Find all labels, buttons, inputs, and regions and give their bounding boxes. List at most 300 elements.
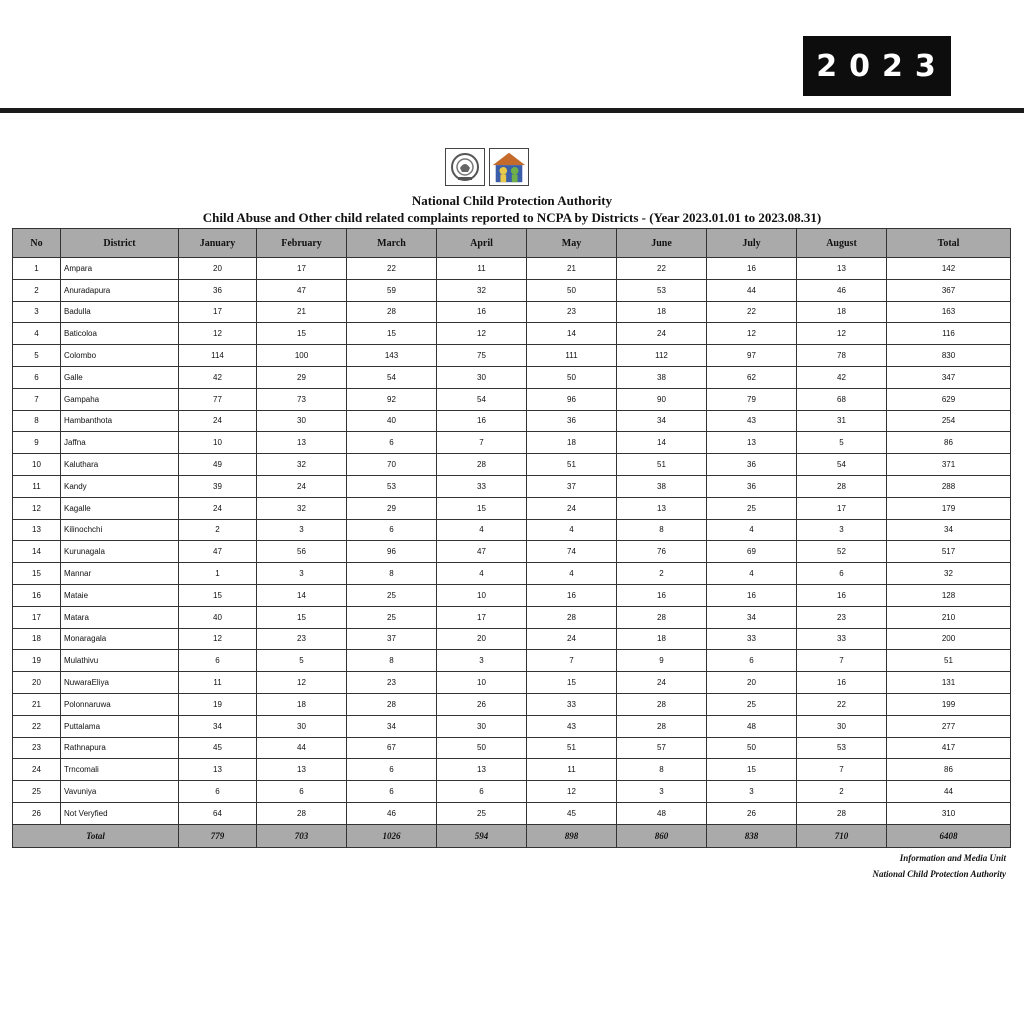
table-cell: 18: [797, 301, 887, 323]
table-cell: 39: [179, 475, 257, 497]
table-cell: 68: [797, 388, 887, 410]
table-cell: 19: [179, 693, 257, 715]
table-cell: 25: [707, 693, 797, 715]
table-cell: 13: [179, 759, 257, 781]
district-cell: Colombo: [61, 345, 179, 367]
table-cell: 30: [257, 410, 347, 432]
table-cell: 86: [887, 432, 1011, 454]
table-row: [13, 650, 1011, 672]
emblem-icon: [445, 148, 485, 186]
table-cell: 18: [13, 628, 61, 650]
total-label: Total: [13, 824, 179, 847]
table-cell: 51: [617, 454, 707, 476]
table-cell: 3: [257, 519, 347, 541]
table-cell: 3: [257, 563, 347, 585]
table-cell: 97: [707, 345, 797, 367]
table-row: [13, 781, 1011, 803]
table-cell: 11: [437, 258, 527, 280]
table-cell: 8: [13, 410, 61, 432]
district-cell: Trncomali: [61, 759, 179, 781]
table-row: [13, 628, 1011, 650]
year-badge: [803, 36, 951, 96]
column-header: Total: [887, 229, 1011, 258]
table-cell: 23: [347, 672, 437, 694]
table-cell: 28: [257, 802, 347, 824]
table-cell: 23: [257, 628, 347, 650]
table-cell: 90: [617, 388, 707, 410]
table-cell: 24: [179, 497, 257, 519]
table-cell: 47: [257, 279, 347, 301]
column-header: July: [707, 229, 797, 258]
table-cell: 12: [257, 672, 347, 694]
table-cell: 56: [257, 541, 347, 563]
table-cell: 288: [887, 475, 1011, 497]
table-cell: 163: [887, 301, 1011, 323]
table-cell: 45: [179, 737, 257, 759]
table-cell: 25: [437, 802, 527, 824]
footer-unit: Information and Media Unit: [899, 853, 1006, 863]
table-row: [13, 759, 1011, 781]
table-cell: 347: [887, 366, 1011, 388]
table-cell: 277: [887, 715, 1011, 737]
table-cell: 371: [887, 454, 1011, 476]
table-row: [13, 410, 1011, 432]
table-cell: 24: [257, 475, 347, 497]
table-cell: 33: [437, 475, 527, 497]
table-cell: 26: [13, 802, 61, 824]
table-cell: 2: [179, 519, 257, 541]
table-cell: 17: [13, 606, 61, 628]
table-cell: 2: [797, 781, 887, 803]
table-cell: 57: [617, 737, 707, 759]
district-cell: Jaffna: [61, 432, 179, 454]
table-cell: 25: [347, 606, 437, 628]
table-cell: 54: [347, 366, 437, 388]
table-cell: 54: [797, 454, 887, 476]
table-cell: 47: [179, 541, 257, 563]
table-cell: 1: [179, 563, 257, 585]
table-cell: 28: [347, 693, 437, 715]
table-cell: 143: [347, 345, 437, 367]
complaints-table: [12, 228, 1011, 848]
district-cell: Hambanthota: [61, 410, 179, 432]
district-cell: Polonnaruwa: [61, 693, 179, 715]
table-cell: 53: [797, 737, 887, 759]
table-cell: 3: [437, 650, 527, 672]
table-cell: 9: [617, 650, 707, 672]
table-cell: 22: [13, 715, 61, 737]
table-cell: 8: [617, 519, 707, 541]
table-cell: 310: [887, 802, 1011, 824]
table-cell: 7: [527, 650, 617, 672]
table-cell: 16: [13, 584, 61, 606]
table-cell: 4: [527, 563, 617, 585]
table-cell: 37: [527, 475, 617, 497]
table-cell: 16: [437, 301, 527, 323]
table-cell: 62: [707, 366, 797, 388]
table-row: [13, 366, 1011, 388]
table-cell: 47: [437, 541, 527, 563]
table-cell: 28: [797, 802, 887, 824]
table-cell: 23: [13, 737, 61, 759]
table-cell: 4: [13, 323, 61, 345]
table-cell: 14: [13, 541, 61, 563]
table-cell: 20: [437, 628, 527, 650]
table-cell: 96: [347, 541, 437, 563]
table-cell: 12: [797, 323, 887, 345]
table-cell: 15: [257, 323, 347, 345]
table-cell: 18: [617, 301, 707, 323]
table-cell: 46: [347, 802, 437, 824]
table-cell: 10: [13, 454, 61, 476]
total-cell: 860: [617, 824, 707, 847]
table-row: [13, 802, 1011, 824]
table-row: [13, 475, 1011, 497]
table-cell: 9: [13, 432, 61, 454]
table-cell: 32: [257, 497, 347, 519]
column-header: April: [437, 229, 527, 258]
footer-org: National Child Protection Authority: [872, 869, 1006, 879]
district-cell: Mataie: [61, 584, 179, 606]
district-cell: Anuradapura: [61, 279, 179, 301]
table-cell: 77: [179, 388, 257, 410]
table-cell: 5: [13, 345, 61, 367]
table-cell: 517: [887, 541, 1011, 563]
ncpa-logo-icon: [489, 148, 529, 186]
table-row: [13, 563, 1011, 585]
table-cell: 6: [257, 781, 347, 803]
table-cell: 22: [347, 258, 437, 280]
table-cell: 33: [797, 628, 887, 650]
table-cell: 17: [179, 301, 257, 323]
table-cell: 11: [13, 475, 61, 497]
table-cell: 16: [527, 584, 617, 606]
table-cell: 96: [527, 388, 617, 410]
table-cell: 33: [707, 628, 797, 650]
table-cell: 53: [617, 279, 707, 301]
table-cell: 28: [527, 606, 617, 628]
column-header: No: [13, 229, 61, 258]
table-cell: 44: [887, 781, 1011, 803]
table-cell: 45: [527, 802, 617, 824]
table-cell: 6: [347, 519, 437, 541]
table-cell: 199: [887, 693, 1011, 715]
district-cell: NuwaraEliya: [61, 672, 179, 694]
table-cell: 367: [887, 279, 1011, 301]
table-cell: 52: [797, 541, 887, 563]
table-cell: 30: [437, 715, 527, 737]
table-cell: 8: [347, 563, 437, 585]
table-cell: 3: [797, 519, 887, 541]
table-cell: 51: [527, 454, 617, 476]
table-cell: 16: [437, 410, 527, 432]
table-cell: 12: [179, 628, 257, 650]
table-cell: 22: [797, 693, 887, 715]
table-cell: 12: [527, 781, 617, 803]
district-cell: Kaluthara: [61, 454, 179, 476]
table-cell: 15: [13, 563, 61, 585]
table-cell: 179: [887, 497, 1011, 519]
table-cell: 4: [437, 519, 527, 541]
table-row: [13, 497, 1011, 519]
table-cell: 32: [887, 563, 1011, 585]
district-cell: Kandy: [61, 475, 179, 497]
table-cell: 6: [437, 781, 527, 803]
table-cell: 44: [707, 279, 797, 301]
table-cell: 24: [617, 672, 707, 694]
table-cell: 254: [887, 410, 1011, 432]
total-cell: 779: [179, 824, 257, 847]
table-cell: 54: [437, 388, 527, 410]
table-row: [13, 432, 1011, 454]
table-cell: 69: [707, 541, 797, 563]
table-cell: 112: [617, 345, 707, 367]
table-cell: 86: [887, 759, 1011, 781]
table-cell: 32: [437, 279, 527, 301]
table-cell: 15: [257, 606, 347, 628]
table-cell: 6: [179, 781, 257, 803]
table-cell: 5: [797, 432, 887, 454]
district-cell: Kurunagala: [61, 541, 179, 563]
table-cell: 417: [887, 737, 1011, 759]
district-cell: Kilinochchi: [61, 519, 179, 541]
table-cell: 14: [257, 584, 347, 606]
total-cell: 1026: [347, 824, 437, 847]
table-cell: 16: [797, 584, 887, 606]
table-cell: 8: [347, 650, 437, 672]
table-cell: 26: [437, 693, 527, 715]
table-cell: 13: [13, 519, 61, 541]
district-cell: Gampaha: [61, 388, 179, 410]
district-cell: Mulathivu: [61, 650, 179, 672]
logos: [445, 148, 529, 188]
table-cell: 6: [347, 781, 437, 803]
table-cell: 13: [617, 497, 707, 519]
table-cell: 44: [257, 737, 347, 759]
table-cell: 17: [437, 606, 527, 628]
table-cell: 15: [527, 672, 617, 694]
total-cell: 710: [797, 824, 887, 847]
table-cell: 51: [527, 737, 617, 759]
table-cell: 2: [617, 563, 707, 585]
table-cell: 29: [257, 366, 347, 388]
table-cell: 59: [347, 279, 437, 301]
table-cell: 2: [13, 279, 61, 301]
table-cell: 11: [527, 759, 617, 781]
total-cell: 703: [257, 824, 347, 847]
table-cell: 4: [707, 563, 797, 585]
table-cell: 50: [527, 366, 617, 388]
table-cell: 43: [527, 715, 617, 737]
table-cell: 13: [257, 432, 347, 454]
column-header: District: [61, 229, 179, 258]
table-row: [13, 672, 1011, 694]
table-cell: 32: [257, 454, 347, 476]
table-row: [13, 454, 1011, 476]
table-cell: 26: [707, 802, 797, 824]
table-cell: 25: [347, 584, 437, 606]
table-cell: 17: [257, 258, 347, 280]
year-label: 2023: [816, 48, 948, 84]
table-row: [13, 323, 1011, 345]
table-cell: 36: [179, 279, 257, 301]
table-cell: 43: [707, 410, 797, 432]
table-cell: 38: [617, 475, 707, 497]
table-cell: 20: [179, 258, 257, 280]
table-cell: 11: [179, 672, 257, 694]
table-cell: 51: [887, 650, 1011, 672]
table-cell: 3: [707, 781, 797, 803]
table-row: [13, 279, 1011, 301]
table-cell: 28: [617, 606, 707, 628]
table-row: [13, 345, 1011, 367]
table-cell: 42: [797, 366, 887, 388]
table-cell: 28: [347, 301, 437, 323]
district-cell: Baticoloa: [61, 323, 179, 345]
table-total-row: [13, 824, 1011, 847]
table-cell: 34: [887, 519, 1011, 541]
table-cell: 50: [437, 737, 527, 759]
district-cell: Ampara: [61, 258, 179, 280]
table-cell: 28: [617, 715, 707, 737]
table-cell: 20: [13, 672, 61, 694]
table-row: [13, 388, 1011, 410]
table-cell: 33: [527, 693, 617, 715]
district-cell: Monaragala: [61, 628, 179, 650]
table-cell: 36: [527, 410, 617, 432]
table-cell: 8: [617, 759, 707, 781]
table-cell: 75: [437, 345, 527, 367]
column-header: February: [257, 229, 347, 258]
table-cell: 13: [257, 759, 347, 781]
table-cell: 16: [797, 672, 887, 694]
table-cell: 46: [797, 279, 887, 301]
table-cell: 131: [887, 672, 1011, 694]
district-cell: Not Veryfied: [61, 802, 179, 824]
table-cell: 16: [707, 584, 797, 606]
table-row: [13, 258, 1011, 280]
table-cell: 28: [437, 454, 527, 476]
table-cell: 25: [13, 781, 61, 803]
district-cell: Mannar: [61, 563, 179, 585]
table-cell: 12: [707, 323, 797, 345]
table-cell: 4: [437, 563, 527, 585]
table-cell: 7: [437, 432, 527, 454]
table-row: [13, 606, 1011, 628]
table-cell: 21: [13, 693, 61, 715]
table-cell: 7: [13, 388, 61, 410]
table-cell: 14: [617, 432, 707, 454]
table-cell: 28: [617, 693, 707, 715]
table-row: [13, 301, 1011, 323]
table-cell: 12: [179, 323, 257, 345]
table-cell: 92: [347, 388, 437, 410]
table-cell: 14: [527, 323, 617, 345]
column-header: January: [179, 229, 257, 258]
table-cell: 22: [707, 301, 797, 323]
table-cell: 30: [257, 715, 347, 737]
total-cell: 898: [527, 824, 617, 847]
district-cell: Rathnapura: [61, 737, 179, 759]
table-cell: 15: [179, 584, 257, 606]
table-cell: 629: [887, 388, 1011, 410]
table-cell: 15: [437, 497, 527, 519]
district-cell: Matara: [61, 606, 179, 628]
column-header: June: [617, 229, 707, 258]
table-cell: 16: [617, 584, 707, 606]
table-cell: 21: [257, 301, 347, 323]
table-cell: 18: [257, 693, 347, 715]
table-cell: 6: [179, 650, 257, 672]
table-cell: 79: [707, 388, 797, 410]
table-cell: 76: [617, 541, 707, 563]
table-cell: 1: [13, 258, 61, 280]
page-title: National Child Protection Authority: [411, 193, 613, 208]
table-cell: 4: [527, 519, 617, 541]
header-divider: [0, 108, 1024, 113]
column-header: March: [347, 229, 437, 258]
table-cell: 111: [527, 345, 617, 367]
table-cell: 73: [257, 388, 347, 410]
table-cell: 29: [347, 497, 437, 519]
table-cell: 49: [179, 454, 257, 476]
column-header: August: [797, 229, 887, 258]
table-cell: 16: [707, 258, 797, 280]
table-row: [13, 519, 1011, 541]
table-cell: 18: [527, 432, 617, 454]
table-cell: 38: [617, 366, 707, 388]
table-cell: 40: [179, 606, 257, 628]
table-row: [13, 541, 1011, 563]
total-cell: 838: [707, 824, 797, 847]
table-cell: 6: [347, 759, 437, 781]
table-cell: 24: [527, 628, 617, 650]
table-cell: 7: [797, 759, 887, 781]
table-cell: 30: [437, 366, 527, 388]
table-header-row: [13, 229, 1011, 258]
table-cell: 34: [707, 606, 797, 628]
total-cell: 6408: [887, 824, 1011, 847]
table-cell: 114: [179, 345, 257, 367]
table-cell: 200: [887, 628, 1011, 650]
table-row: [13, 584, 1011, 606]
district-cell: Vavuniya: [61, 781, 179, 803]
table-cell: 17: [797, 497, 887, 519]
table-cell: 22: [617, 258, 707, 280]
table-cell: 3: [617, 781, 707, 803]
district-cell: Galle: [61, 366, 179, 388]
table-cell: 25: [707, 497, 797, 519]
table-cell: 6: [797, 563, 887, 585]
table-cell: 48: [707, 715, 797, 737]
table-cell: 100: [257, 345, 347, 367]
table-cell: 18: [617, 628, 707, 650]
table-row: [13, 715, 1011, 737]
table-cell: 12: [437, 323, 527, 345]
total-cell: 594: [437, 824, 527, 847]
table-cell: 116: [887, 323, 1011, 345]
table-cell: 3: [13, 301, 61, 323]
table-cell: 42: [179, 366, 257, 388]
table-cell: 48: [617, 802, 707, 824]
table-cell: 21: [527, 258, 617, 280]
table-cell: 50: [707, 737, 797, 759]
table-cell: 37: [347, 628, 437, 650]
table-cell: 15: [347, 323, 437, 345]
table-cell: 12: [13, 497, 61, 519]
table-cell: 6: [347, 432, 437, 454]
table-cell: 24: [617, 323, 707, 345]
